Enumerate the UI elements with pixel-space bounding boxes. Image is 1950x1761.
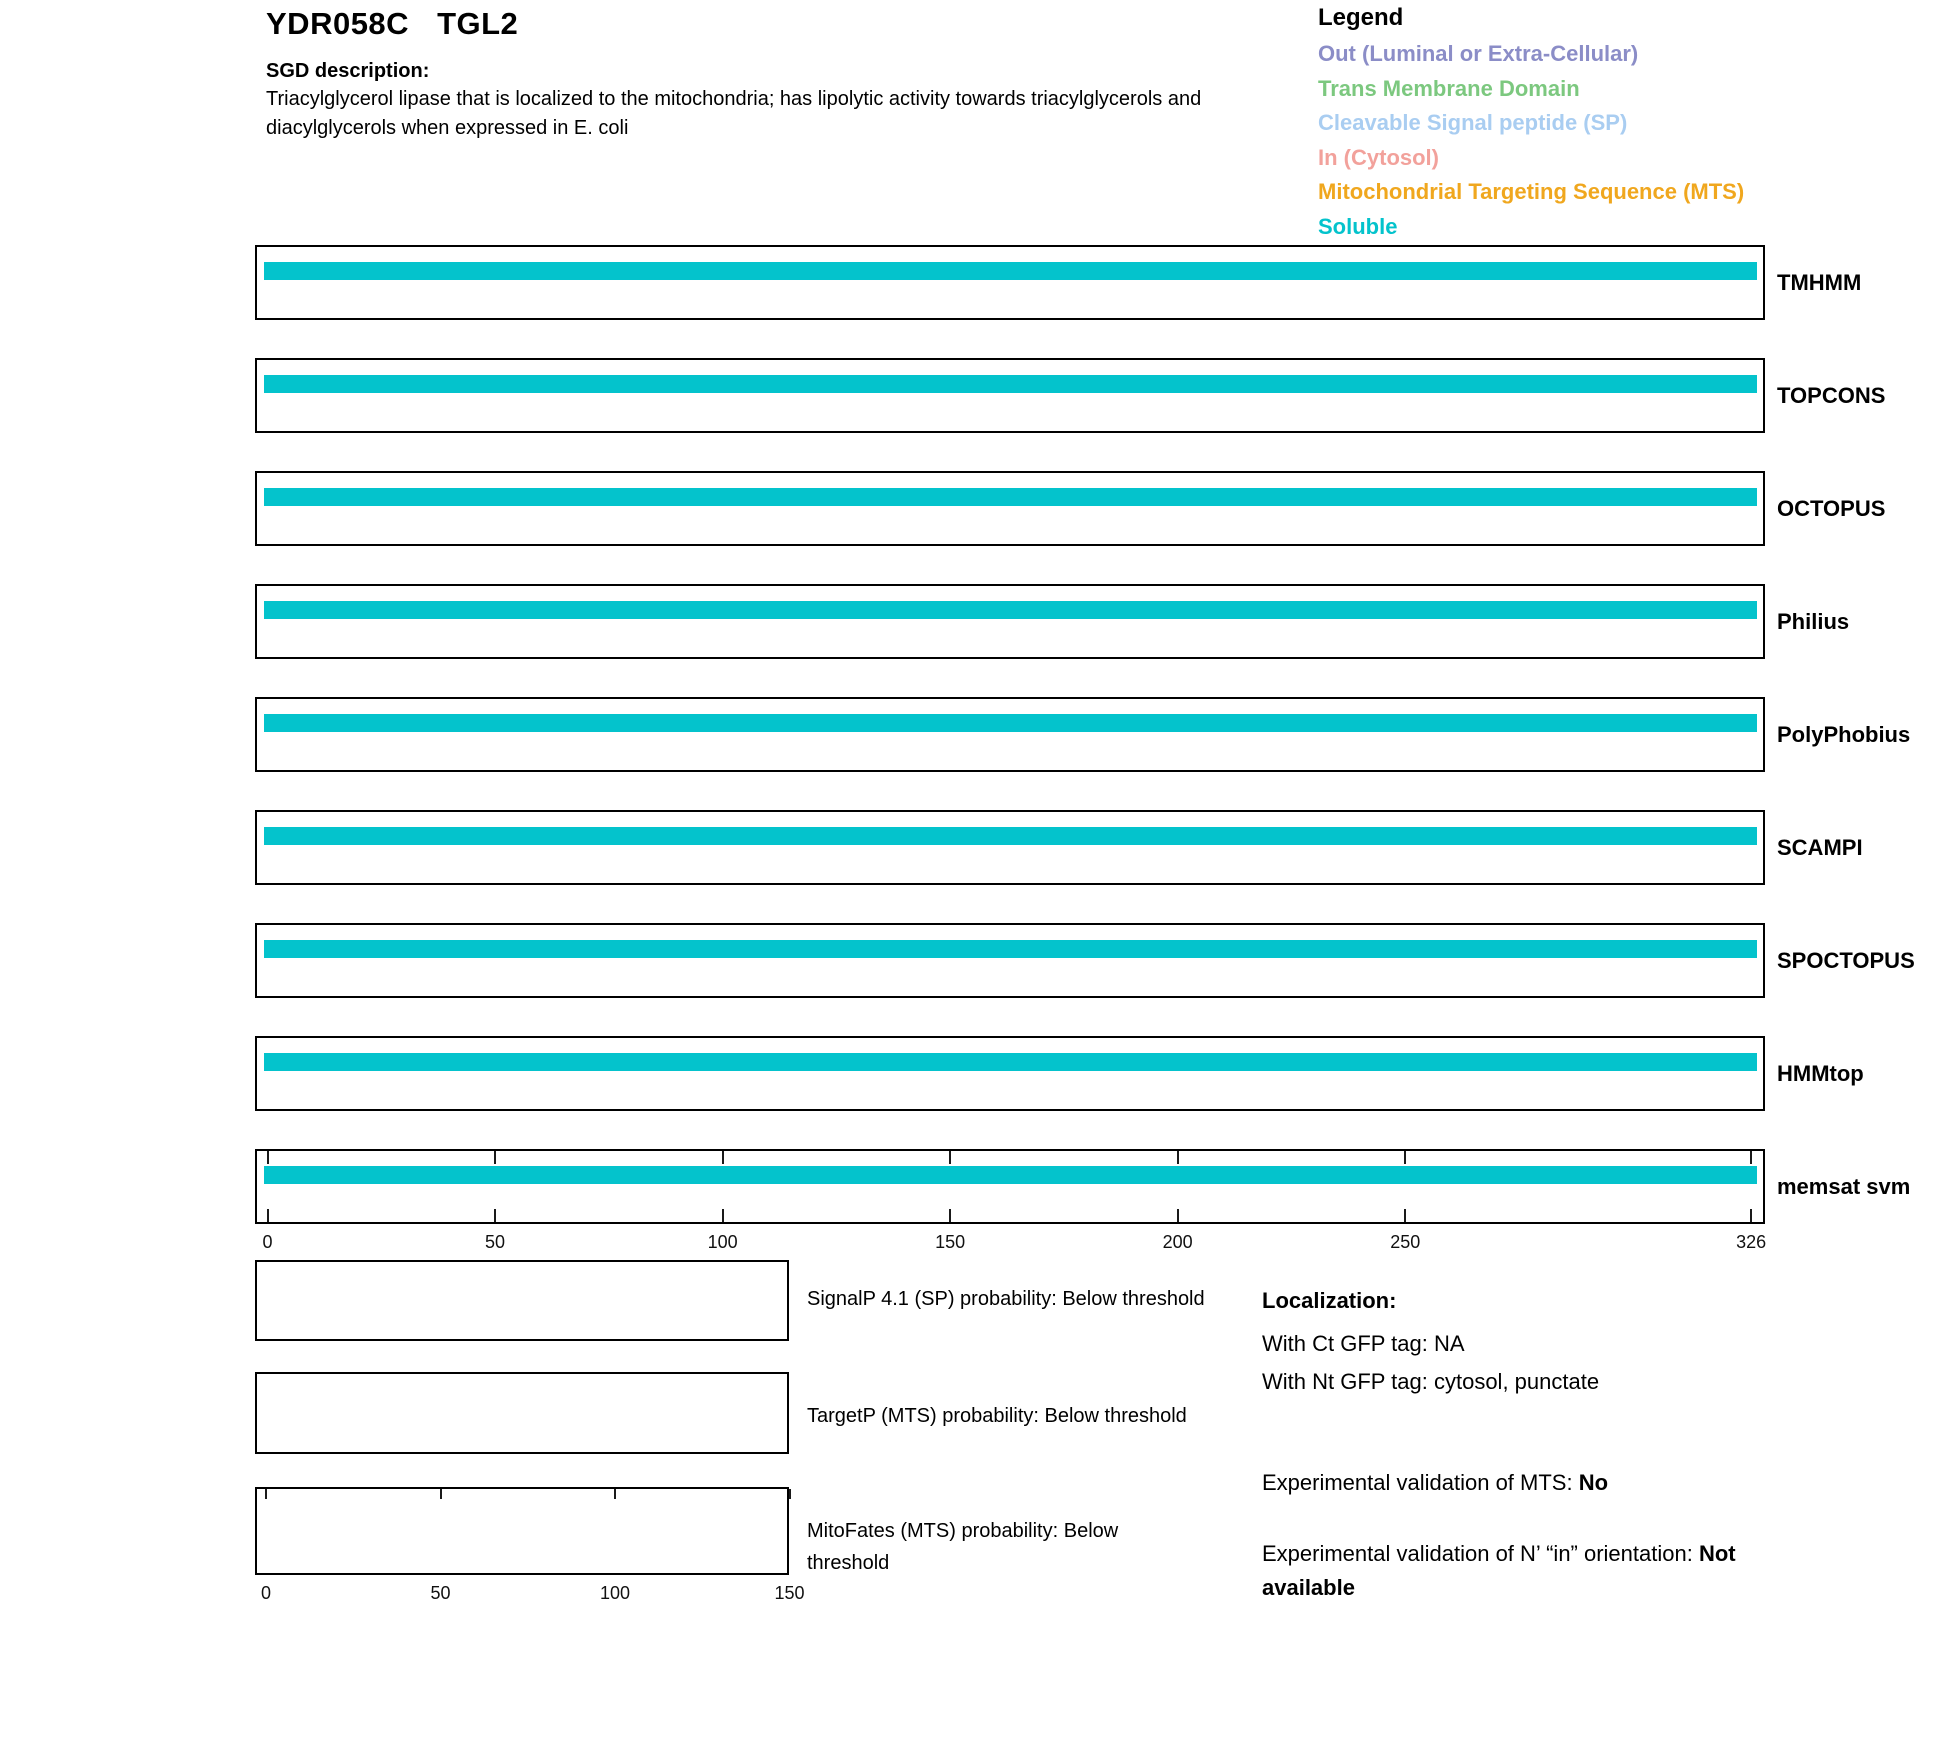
localization-title: Localization: [1262, 1288, 1397, 1313]
legend-item: Trans Membrane Domain [1318, 75, 1580, 101]
sgd-description-line: Triacylglycerol lipase that is localized to the mitochondria; has lipolytic activity towards triacylglycerols and [266, 88, 1202, 110]
legend [1318, 4, 1744, 249]
track-label: SPOCTOPUS [1777, 948, 1915, 973]
mitofates-axis-tick-label: 150 [774, 1583, 805, 1603]
targetp-panel-box [255, 1372, 789, 1454]
track-bar-soluble [264, 1053, 1758, 1071]
mitofates-caption-line: threshold [807, 1552, 890, 1574]
track-bar-soluble [264, 375, 1758, 393]
axis-tick [1750, 1209, 1752, 1222]
axis-tick [1177, 1209, 1179, 1222]
gene-id: YDR058C [266, 6, 410, 41]
track-box [255, 923, 1765, 998]
mts-validation-line [1262, 1470, 1608, 1496]
axis-tick [722, 1209, 724, 1222]
track-label: Philius [1777, 609, 1850, 634]
axis-tick [949, 1209, 951, 1222]
axis-tick [267, 1151, 269, 1164]
orientation-validation-value: Not available [1262, 1541, 1736, 1600]
mitofates-panel-box [255, 1487, 789, 1575]
track-box [255, 584, 1765, 659]
mitofates-axis-tick [614, 1489, 616, 1499]
track-box [255, 471, 1765, 546]
legend-item: In (Cytosol) [1318, 144, 1439, 170]
track-label: TMHMM [1777, 270, 1862, 295]
localization-ct-line: With Ct GFP tag: NA [1262, 1331, 1465, 1356]
track-box [255, 697, 1765, 772]
axis-tick [1404, 1209, 1406, 1222]
axis-tick-label: 150 [935, 1232, 966, 1252]
legend-item: Cleavable Signal peptide (SP) [1318, 110, 1628, 136]
axis-tick-label: 50 [485, 1232, 506, 1252]
signalp-panel-box [255, 1260, 789, 1341]
sgd-description-label: SGD description: [266, 60, 430, 82]
axis-tick [494, 1151, 496, 1164]
axis-tick [1750, 1151, 1752, 1164]
track-bar-soluble [264, 601, 1758, 619]
orientation-validation-label: Experimental validation of N’ “in” orientation: [1262, 1541, 1699, 1566]
mts-validation-value: No [1578, 1470, 1609, 1495]
axis-tick [722, 1151, 724, 1164]
axis-tick-label: 250 [1390, 1232, 1421, 1252]
page-title [266, 6, 518, 42]
legend-item: Out (Luminal or Extra-Cellular) [1318, 41, 1639, 66]
track-box [255, 245, 1765, 320]
mitofates-axis-tick-label: 0 [260, 1583, 271, 1603]
track-bar-soluble [264, 488, 1758, 506]
mitofates-axis-tick [265, 1489, 267, 1499]
mitofates-axis-tick [789, 1489, 791, 1499]
mts-validation-label: Experimental validation of MTS: [1262, 1470, 1579, 1495]
legend-items [1318, 41, 1744, 249]
track-bar-soluble [264, 262, 1758, 280]
axis-tick-label: 0 [262, 1232, 273, 1252]
track-label: PolyPhobius [1777, 722, 1911, 747]
track-label: SCAMPI [1777, 835, 1863, 860]
axis-tick-label: 326 [1736, 1232, 1767, 1252]
track-bar-soluble [264, 714, 1758, 732]
axis-tick [949, 1151, 951, 1164]
axis-tick-label: 200 [1162, 1232, 1193, 1252]
legend-item: Soluble [1318, 213, 1398, 239]
track-box [255, 810, 1765, 885]
mitofates-axis-tick-label: 50 [430, 1583, 451, 1603]
signalp-caption: SignalP 4.1 (SP) probability: Below threshold [807, 1288, 1205, 1310]
axis-tick [1404, 1151, 1406, 1164]
orientation-validation-line [1262, 1537, 1810, 1605]
sgd-description [266, 85, 1416, 143]
legend-item: Mitochondrial Targeting Sequence (MTS) [1318, 179, 1745, 205]
legend-title: Legend [1318, 4, 1404, 31]
track-box [255, 358, 1765, 433]
targetp-caption: TargetP (MTS) probability: Below threshold [807, 1405, 1187, 1427]
sgd-description-line: diacylglycerols when expressed in E. coli [266, 117, 629, 139]
mitofates-axis-tick [440, 1489, 442, 1499]
track-bar-soluble [264, 1166, 1758, 1184]
axis-tick [267, 1209, 269, 1222]
axis-tick-label: 100 [707, 1232, 738, 1252]
mitofates-axis-tick-label: 100 [599, 1583, 631, 1603]
track-label: memsat svm [1777, 1174, 1911, 1199]
gene-name: TGL2 [437, 6, 519, 41]
mitofates-caption [807, 1515, 1118, 1579]
track-label: TOPCONS [1777, 383, 1886, 408]
axis-tick [494, 1209, 496, 1222]
track-bar-soluble [264, 940, 1758, 958]
localization-nt-line: With Nt GFP tag: cytosol, punctate [1262, 1369, 1600, 1394]
mitofates-caption-line: MitoFates (MTS) probability: Below [807, 1520, 1119, 1542]
track-box [255, 1036, 1765, 1111]
axis-tick [1177, 1151, 1179, 1164]
track-box [255, 1149, 1765, 1224]
track-bar-soluble [264, 827, 1758, 845]
track-label: HMMtop [1777, 1061, 1864, 1086]
track-label: OCTOPUS [1777, 496, 1886, 521]
